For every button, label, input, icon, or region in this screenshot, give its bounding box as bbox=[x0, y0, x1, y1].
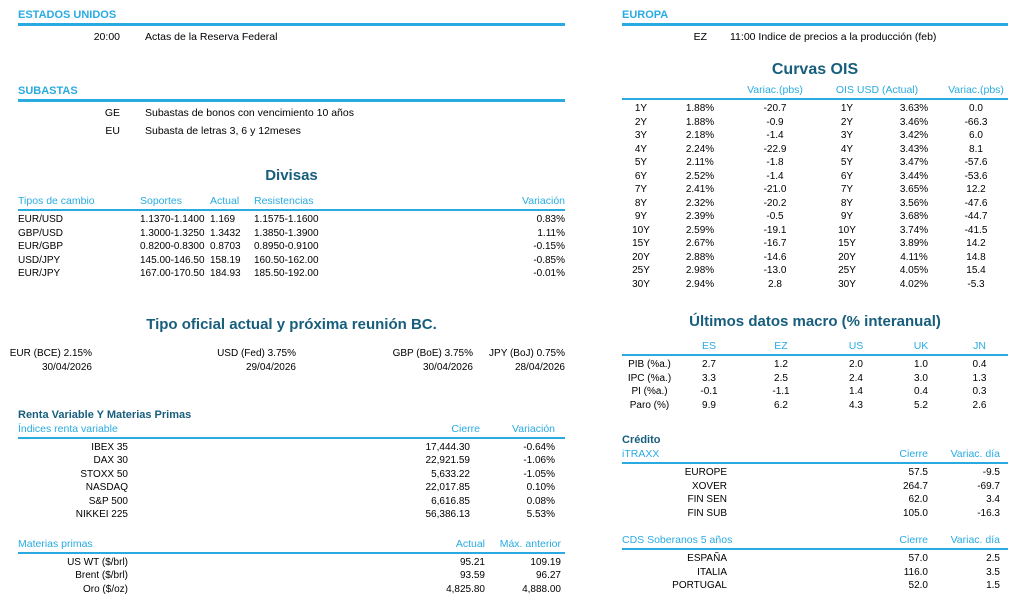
table-cell: 15Y bbox=[622, 237, 660, 251]
rate-label: JPY (BoJ) 0.75% bbox=[430, 347, 565, 361]
table-cell: 93.59 bbox=[128, 569, 485, 583]
table-cell: 2.98% bbox=[660, 264, 740, 278]
rate-label: USD (Fed) 3.75% bbox=[161, 347, 296, 361]
event-code: EU bbox=[18, 124, 120, 138]
rate-item bbox=[430, 347, 565, 375]
table-cell: 3.68% bbox=[884, 210, 944, 224]
column-header: Índices renta variable bbox=[18, 423, 400, 436]
table-cell: 3.56% bbox=[884, 197, 944, 211]
table-cell: 5Y bbox=[622, 156, 660, 170]
table-cell: 3.89% bbox=[884, 237, 944, 251]
table-cell: 2.0 bbox=[821, 358, 891, 372]
table-cell: ESPAÑA bbox=[622, 552, 727, 566]
table-cell: 2.39% bbox=[660, 210, 740, 224]
table-cell: S&P 500 bbox=[18, 495, 128, 509]
table-cell: 3Y bbox=[810, 129, 884, 143]
table-cell: 1.88% bbox=[660, 116, 740, 130]
table-cell: EUROPE bbox=[622, 466, 727, 480]
table-cell: 22,017.85 bbox=[128, 481, 470, 495]
divisas-title: Divisas bbox=[18, 166, 565, 185]
table-cell: -5.3 bbox=[944, 278, 1008, 292]
column-header: Soportes bbox=[140, 195, 210, 208]
rate-label: GBP (BoE) 3.75% bbox=[338, 347, 473, 361]
table-cell: 57.0 bbox=[833, 552, 928, 566]
tipo-oficial-title: Tipo oficial actual y próxima reunión BC. bbox=[18, 315, 565, 334]
table-cell: 1.2 bbox=[741, 358, 821, 372]
table-cell: 9Y bbox=[622, 210, 660, 224]
column-header: UK bbox=[891, 340, 951, 353]
table-cell: XOVER bbox=[622, 480, 727, 494]
itraxx-table-body bbox=[622, 466, 1008, 520]
table-cell: 3.74% bbox=[884, 224, 944, 238]
table-cell: 17,444.30 bbox=[128, 441, 470, 455]
table-cell: 12.2 bbox=[944, 183, 1008, 197]
indices-table-body bbox=[18, 441, 565, 522]
table-cell: 3.0 bbox=[891, 372, 951, 386]
table-cell: 0.08% bbox=[470, 495, 565, 509]
table-cell: -66.3 bbox=[944, 116, 1008, 130]
table-cell: 2.6 bbox=[951, 399, 1008, 413]
table-cell: -0.01% bbox=[404, 267, 565, 281]
section-header-subastas: SUBASTAS bbox=[18, 84, 565, 102]
table-cell: 1.88% bbox=[660, 102, 740, 116]
indices-table-header bbox=[18, 423, 565, 439]
datos-macro-title: Últimos datos macro (% interanual) bbox=[622, 312, 1008, 331]
table-cell bbox=[727, 466, 833, 480]
table-cell: 2.41% bbox=[660, 183, 740, 197]
table-cell: 30Y bbox=[810, 278, 884, 292]
table-cell: EUR/GBP bbox=[18, 240, 140, 254]
event-description: Actas de la Reserva Federal bbox=[145, 30, 277, 44]
column-header: Variac. día bbox=[928, 534, 1008, 547]
table-cell: -47.6 bbox=[944, 197, 1008, 211]
table-cell: 14.8 bbox=[944, 251, 1008, 265]
table-cell: GBP/USD bbox=[18, 227, 140, 241]
table-cell: 15Y bbox=[810, 237, 884, 251]
table-cell: US WT ($/brl) bbox=[18, 556, 128, 570]
column-header: Cierre bbox=[833, 534, 928, 547]
meeting-date: 29/04/2026 bbox=[161, 361, 296, 375]
column-header: Variac. día bbox=[928, 448, 1008, 461]
calendar-row bbox=[622, 30, 1008, 44]
table-cell: 1.5 bbox=[928, 579, 1008, 593]
table-cell: -1.4 bbox=[740, 170, 810, 184]
table-cell: 7Y bbox=[810, 183, 884, 197]
table-cell: 6,616.85 bbox=[128, 495, 470, 509]
table-cell: -16.3 bbox=[928, 507, 1008, 521]
table-cell: 25Y bbox=[622, 264, 660, 278]
table-cell: 4,888.00 bbox=[485, 583, 565, 596]
table-cell: 1.1370-1.1400 bbox=[140, 213, 210, 227]
table-cell: 5,633.22 bbox=[128, 468, 470, 482]
cds-table-header bbox=[622, 534, 1008, 550]
table-cell: 2Y bbox=[810, 116, 884, 130]
table-cell: 2.24% bbox=[660, 143, 740, 157]
table-cell: 2.4 bbox=[821, 372, 891, 386]
table-cell: 8Y bbox=[622, 197, 660, 211]
rate-item bbox=[0, 347, 92, 375]
table-cell: 2.11% bbox=[660, 156, 740, 170]
event-code: GE bbox=[18, 106, 120, 120]
table-cell: EUR/JPY bbox=[18, 267, 140, 281]
header-spacer bbox=[622, 340, 677, 353]
table-cell: 3.44% bbox=[884, 170, 944, 184]
table-cell: 3.47% bbox=[884, 156, 944, 170]
table-cell: -22.9 bbox=[740, 143, 810, 157]
table-cell: -0.64% bbox=[470, 441, 565, 455]
table-cell: 3.65% bbox=[884, 183, 944, 197]
table-cell: 105.0 bbox=[833, 507, 928, 521]
event-description: 11:00 Indice de precios a la producción (feb) bbox=[730, 30, 936, 44]
table-cell: 1Y bbox=[622, 102, 660, 116]
table-cell: 9.9 bbox=[677, 399, 741, 413]
table-cell: 5.2 bbox=[891, 399, 951, 413]
renta-variable-section-title: Renta Variable Y Materias Primas bbox=[18, 408, 565, 422]
table-cell: 3.42% bbox=[884, 129, 944, 143]
table-cell: 20Y bbox=[622, 251, 660, 265]
table-cell: 10Y bbox=[622, 224, 660, 238]
table-cell: 0.0 bbox=[944, 102, 1008, 116]
table-cell: 109.19 bbox=[485, 556, 565, 570]
table-cell: IPC (%a.) bbox=[622, 372, 677, 386]
column-header: US bbox=[821, 340, 891, 353]
ois-table-body bbox=[622, 102, 1008, 291]
table-cell: 4Y bbox=[810, 143, 884, 157]
table-cell: -0.15% bbox=[404, 240, 565, 254]
table-cell: 4,825.80 bbox=[128, 583, 485, 596]
table-cell: PI (%a.) bbox=[622, 385, 677, 399]
table-cell: 56,386.13 bbox=[128, 508, 470, 522]
table-cell: FIN SUB bbox=[622, 507, 727, 521]
column-header: ES bbox=[677, 340, 741, 353]
table-cell: 7Y bbox=[622, 183, 660, 197]
table-cell: 0.10% bbox=[470, 481, 565, 495]
table-cell: 2Y bbox=[622, 116, 660, 130]
divisas-table-body bbox=[18, 213, 565, 281]
table-cell: 145.00-146.50 bbox=[140, 254, 210, 268]
table-cell: -1.05% bbox=[470, 468, 565, 482]
table-cell: -21.0 bbox=[740, 183, 810, 197]
table-cell: 0.8703 bbox=[210, 240, 254, 254]
table-cell: 2.94% bbox=[660, 278, 740, 292]
table-cell: NASDAQ bbox=[18, 481, 128, 495]
table-cell: EUR/USD bbox=[18, 213, 140, 227]
section-header-europa: EUROPA bbox=[622, 8, 1008, 26]
table-cell: 1.3850-1.3900 bbox=[254, 227, 404, 241]
table-cell: 6Y bbox=[622, 170, 660, 184]
table-cell: DAX 30 bbox=[18, 454, 128, 468]
meeting-date: 30/04/2026 bbox=[338, 361, 473, 375]
column-header: OIS USD (Actual) bbox=[810, 84, 944, 97]
table-cell: 158.19 bbox=[210, 254, 254, 268]
table-cell: 6.0 bbox=[944, 129, 1008, 143]
table-cell: 1Y bbox=[810, 102, 884, 116]
table-cell: 5.53% bbox=[470, 508, 565, 522]
table-cell: -13.0 bbox=[740, 264, 810, 278]
table-cell: 2.5 bbox=[741, 372, 821, 386]
table-cell: 264.7 bbox=[833, 480, 928, 494]
rate-label: EUR (BCE) 2.15% bbox=[0, 347, 92, 361]
table-cell: 167.00-170.50 bbox=[140, 267, 210, 281]
rate-item bbox=[161, 347, 296, 375]
column-header: Variac.(pbs) bbox=[944, 84, 1008, 97]
table-cell: 20Y bbox=[810, 251, 884, 265]
table-cell: 95.21 bbox=[128, 556, 485, 570]
table-cell: 2.67% bbox=[660, 237, 740, 251]
column-header: Cierre bbox=[400, 423, 480, 436]
macro-table-body bbox=[622, 358, 1008, 412]
table-cell: 4.3 bbox=[821, 399, 891, 413]
calendar-row bbox=[18, 30, 565, 44]
column-header: Variación bbox=[480, 423, 565, 436]
table-cell: 0.3 bbox=[951, 385, 1008, 399]
column-header: Actual bbox=[210, 195, 254, 208]
table-cell: 184.93 bbox=[210, 267, 254, 281]
table-cell: 25Y bbox=[810, 264, 884, 278]
table-cell: -0.1 bbox=[677, 385, 741, 399]
event-description: Subasta de letras 3, 6 y 12meses bbox=[145, 124, 301, 138]
table-cell: 8.1 bbox=[944, 143, 1008, 157]
table-cell: -20.2 bbox=[740, 197, 810, 211]
central-bank-rates bbox=[18, 347, 565, 375]
meeting-date: 28/04/2026 bbox=[430, 361, 565, 375]
column-header: Variac.(pbs) bbox=[740, 84, 810, 97]
table-cell: 96.27 bbox=[485, 569, 565, 583]
table-cell: 14.2 bbox=[944, 237, 1008, 251]
table-cell: NIKKEI 225 bbox=[18, 508, 128, 522]
right-column bbox=[622, 8, 1008, 593]
table-cell bbox=[727, 566, 833, 580]
table-cell: Oro ($/oz) bbox=[18, 583, 128, 596]
table-cell: 0.8950-0.9100 bbox=[254, 240, 404, 254]
table-cell: 0.8200-0.8300 bbox=[140, 240, 210, 254]
table-cell: 0.83% bbox=[404, 213, 565, 227]
left-column bbox=[18, 8, 565, 596]
table-cell: 1.4 bbox=[821, 385, 891, 399]
table-cell: 2.59% bbox=[660, 224, 740, 238]
table-cell: 57.5 bbox=[833, 466, 928, 480]
table-cell bbox=[727, 552, 833, 566]
table-cell: 3.5 bbox=[928, 566, 1008, 580]
table-cell: -16.7 bbox=[740, 237, 810, 251]
event-time: 20:00 bbox=[18, 30, 120, 44]
header-spacer bbox=[622, 84, 740, 97]
cds-table-body bbox=[622, 552, 1008, 593]
table-cell: 3.46% bbox=[884, 116, 944, 130]
table-cell: IBEX 35 bbox=[18, 441, 128, 455]
table-cell: -0.9 bbox=[740, 116, 810, 130]
table-cell: USD/JPY bbox=[18, 254, 140, 268]
table-cell: 2.18% bbox=[660, 129, 740, 143]
table-cell: 2.5 bbox=[928, 552, 1008, 566]
materias-table-body bbox=[18, 556, 565, 596]
macro-table-header bbox=[622, 340, 1008, 356]
table-cell: 4.11% bbox=[884, 251, 944, 265]
table-cell: 6Y bbox=[810, 170, 884, 184]
table-cell: -9.5 bbox=[928, 466, 1008, 480]
table-cell: FIN SEN bbox=[622, 493, 727, 507]
table-cell: PORTUGAL bbox=[622, 579, 727, 593]
itraxx-table-header bbox=[622, 448, 1008, 464]
table-cell: Brent ($/brl) bbox=[18, 569, 128, 583]
table-cell: 9Y bbox=[810, 210, 884, 224]
meeting-date: 30/04/2026 bbox=[0, 361, 92, 375]
table-cell: 116.0 bbox=[833, 566, 928, 580]
calendar-row bbox=[18, 106, 565, 120]
table-cell: ITALIA bbox=[622, 566, 727, 580]
credito-section-title: Crédito bbox=[622, 433, 1008, 447]
table-cell: 2.88% bbox=[660, 251, 740, 265]
column-header: Actual bbox=[405, 538, 485, 551]
table-cell: 3Y bbox=[622, 129, 660, 143]
event-code: EZ bbox=[622, 30, 707, 44]
table-cell: 15.4 bbox=[944, 264, 1008, 278]
table-cell: 185.50-192.00 bbox=[254, 267, 404, 281]
table-cell: Paro (%) bbox=[622, 399, 677, 413]
table-cell: -1.06% bbox=[470, 454, 565, 468]
table-cell: 3.3 bbox=[677, 372, 741, 386]
table-cell: 1.3 bbox=[951, 372, 1008, 386]
column-header: EZ bbox=[741, 340, 821, 353]
table-cell: -0.5 bbox=[740, 210, 810, 224]
table-cell: 22,921.59 bbox=[128, 454, 470, 468]
column-header: CDS Soberanos 5 años bbox=[622, 534, 833, 547]
column-header: Cierre bbox=[833, 448, 928, 461]
table-cell: 6.2 bbox=[741, 399, 821, 413]
column-header: iTRAXX bbox=[622, 448, 833, 461]
table-cell: PIB (%a.) bbox=[622, 358, 677, 372]
table-cell: 3.4 bbox=[928, 493, 1008, 507]
section-header-estados-unidos: ESTADOS UNIDOS bbox=[18, 8, 565, 26]
table-cell: 3.43% bbox=[884, 143, 944, 157]
column-header: Tipos de cambio bbox=[18, 195, 140, 208]
table-cell bbox=[727, 507, 833, 521]
table-cell: -44.7 bbox=[944, 210, 1008, 224]
table-cell: 52.0 bbox=[833, 579, 928, 593]
table-cell: 8Y bbox=[810, 197, 884, 211]
table-cell: 1.1575-1.1600 bbox=[254, 213, 404, 227]
curvas-ois-title: Curvas OIS bbox=[622, 60, 1008, 80]
table-cell: -57.6 bbox=[944, 156, 1008, 170]
table-cell: 10Y bbox=[810, 224, 884, 238]
table-cell: 1.11% bbox=[404, 227, 565, 241]
column-header: Máx. anterior bbox=[485, 538, 565, 551]
table-cell: -14.6 bbox=[740, 251, 810, 265]
table-cell: 5Y bbox=[810, 156, 884, 170]
table-cell: -20.7 bbox=[740, 102, 810, 116]
table-cell: 0.4 bbox=[891, 385, 951, 399]
table-cell: 3.63% bbox=[884, 102, 944, 116]
table-cell: 1.3432 bbox=[210, 227, 254, 241]
table-cell bbox=[727, 493, 833, 507]
table-cell: 1.169 bbox=[210, 213, 254, 227]
table-cell: 2.8 bbox=[740, 278, 810, 292]
table-cell: -19.1 bbox=[740, 224, 810, 238]
table-cell: 4.05% bbox=[884, 264, 944, 278]
table-cell: 160.50-162.00 bbox=[254, 254, 404, 268]
table-cell: -1.8 bbox=[740, 156, 810, 170]
table-cell: STOXX 50 bbox=[18, 468, 128, 482]
table-cell: -1.1 bbox=[741, 385, 821, 399]
table-cell: -41.5 bbox=[944, 224, 1008, 238]
divisas-table-header bbox=[18, 195, 565, 211]
column-header: Materias primas bbox=[18, 538, 405, 551]
calendar-row bbox=[18, 124, 565, 138]
column-header: Variación bbox=[404, 195, 565, 208]
table-cell: 30Y bbox=[622, 278, 660, 292]
table-cell: 1.0 bbox=[891, 358, 951, 372]
table-cell: -53.6 bbox=[944, 170, 1008, 184]
table-cell: 2.52% bbox=[660, 170, 740, 184]
table-cell: 1.3000-1.3250 bbox=[140, 227, 210, 241]
table-cell: 62.0 bbox=[833, 493, 928, 507]
column-header: Resistencias bbox=[254, 195, 404, 208]
table-cell: 2.32% bbox=[660, 197, 740, 211]
table-cell: -0.85% bbox=[404, 254, 565, 268]
table-cell: 4Y bbox=[622, 143, 660, 157]
column-header: JN bbox=[951, 340, 1008, 353]
table-cell bbox=[727, 480, 833, 494]
table-cell: -1.4 bbox=[740, 129, 810, 143]
event-description: Subastas de bonos con vencimiento 10 años bbox=[145, 106, 354, 120]
materias-table-header bbox=[18, 538, 565, 554]
table-cell bbox=[727, 579, 833, 593]
ois-table-header bbox=[622, 84, 1008, 100]
table-cell: 4.02% bbox=[884, 278, 944, 292]
table-cell: -69.7 bbox=[928, 480, 1008, 494]
table-cell: 2.7 bbox=[677, 358, 741, 372]
table-cell: 0.4 bbox=[951, 358, 1008, 372]
